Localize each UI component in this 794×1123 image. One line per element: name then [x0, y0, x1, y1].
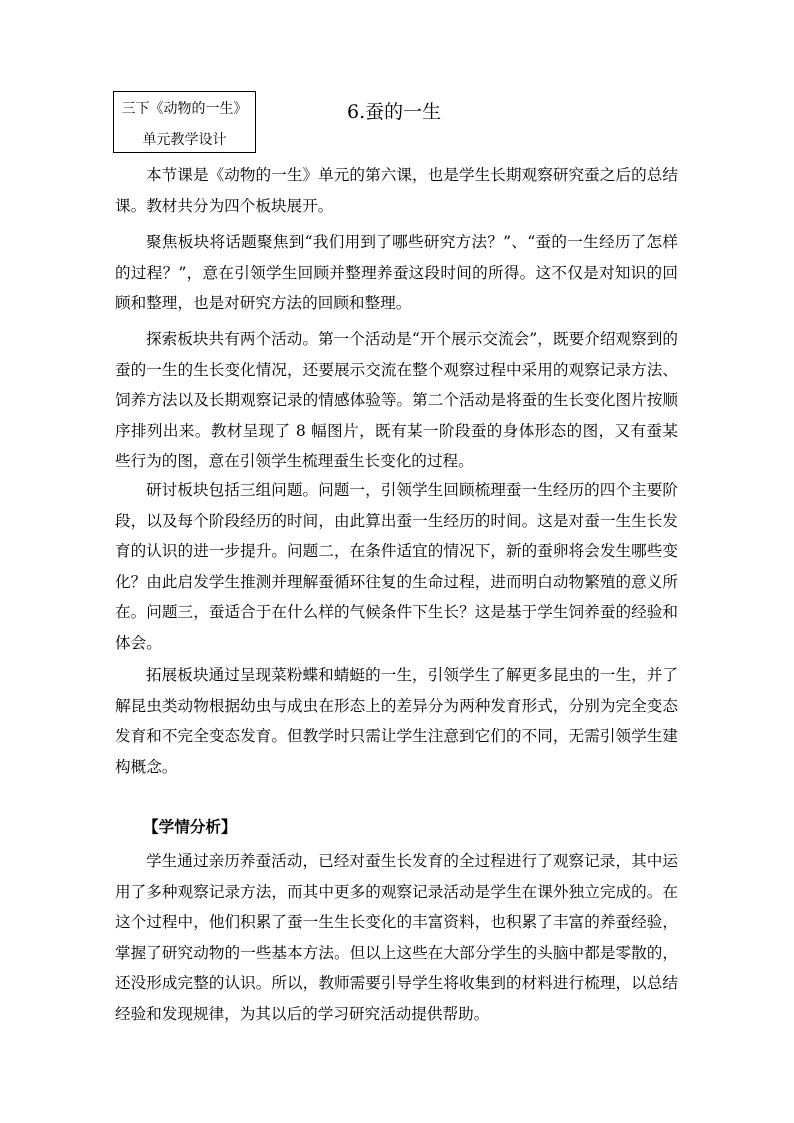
unit-design-label: 单元教学设计 — [142, 132, 227, 148]
lesson-title: 6.蚕的一生 — [347, 101, 442, 123]
paragraph-learning-analysis: 学生通过亲历养蚕活动，已经对蚕生长发育的全过程进行了观察记录，其中运用了多种观察记录方法，而其中更多的观察记录活动是学生在课外独立完成的。在这个过程中，他们积累了蚕一生生长变化的丰富资料，也积累了丰富的养蚕经验，掌握了研究动物的一些基本方法。但以上这些在大部分学生的头脑中都是零散的，还没形成完整的认识。所以，教师需要引导学生将收集到的材料进行梳理，以总结经验和发现规律，为其以后的学习研究活动提供帮助。 — [115, 852, 678, 1023]
paragraph-intro: 本节课是《动物的一生》单元的第六课，也是学生长期观察研究蚕之后的总结课。教材共分为四个板块展开。 — [115, 166, 678, 215]
section-heading-learning-analysis: 【学情分析】 — [143, 817, 237, 836]
paragraph-extend: 拓展板块通过呈现菜粉蝶和蜻蜓的一生，引领学生了解更多昆虫的一生，并了解昆虫类动物根据幼虫与成虫在形态上的差异分为两种发育形式，分别为完全变态发育和不完全变态发育。但教学时只需让学生注意到它们的不同，无需引领学生建构概念。 — [115, 666, 678, 776]
unit-name: 三下《动物的一生》 — [121, 101, 248, 117]
paragraph-discuss: 研讨板块包括三组问题。问题一，引领学生回顾梳理蚕一生经历的四个主要阶段，以及每个阶段经历的时间，由此算出蚕一生经历的时间。这是对蚕一生生长发育的认识的进一步提升。问题二，在条件适宜的情况下，新的蚕卵将会发生哪些变化？由此启发学生推测并理解蚕循环往复的生命过程，进而明白动物繁殖的意义所在。问题三，蚕适合于在什么样的气候条件下生长？这是基于学生饲养蚕的经验和体会。 — [115, 481, 678, 652]
paragraph-explore: 探索板块共有两个活动。第一个活动是“开个展示交流会”，既要介绍观察到的蚕的一生的生长变化情况，还要展示交流在整个观察过程中采用的观察记录方法、饲养方法以及长期观察记录的情感体验等。第二个活动是将蚕的生长变化图片按顺序排列出来。教材呈现了 8 幅图片，既有某一阶段蚕的身体形态的图，又有蚕某些行为的图，意在引领学生梳理蚕生长变化的过程。 — [115, 330, 678, 471]
unit-label-box — [113, 91, 256, 153]
paragraph-focus: 聚焦板块将话题聚焦到“我们用到了哪些研究方法？”、“蚕的一生经历了怎样的过程？”，意在引领学生回顾并整理养蚕这段时间的所得。这不仅是对知识的回顾和整理，也是对研究方法的回顾和整理。 — [115, 233, 678, 313]
